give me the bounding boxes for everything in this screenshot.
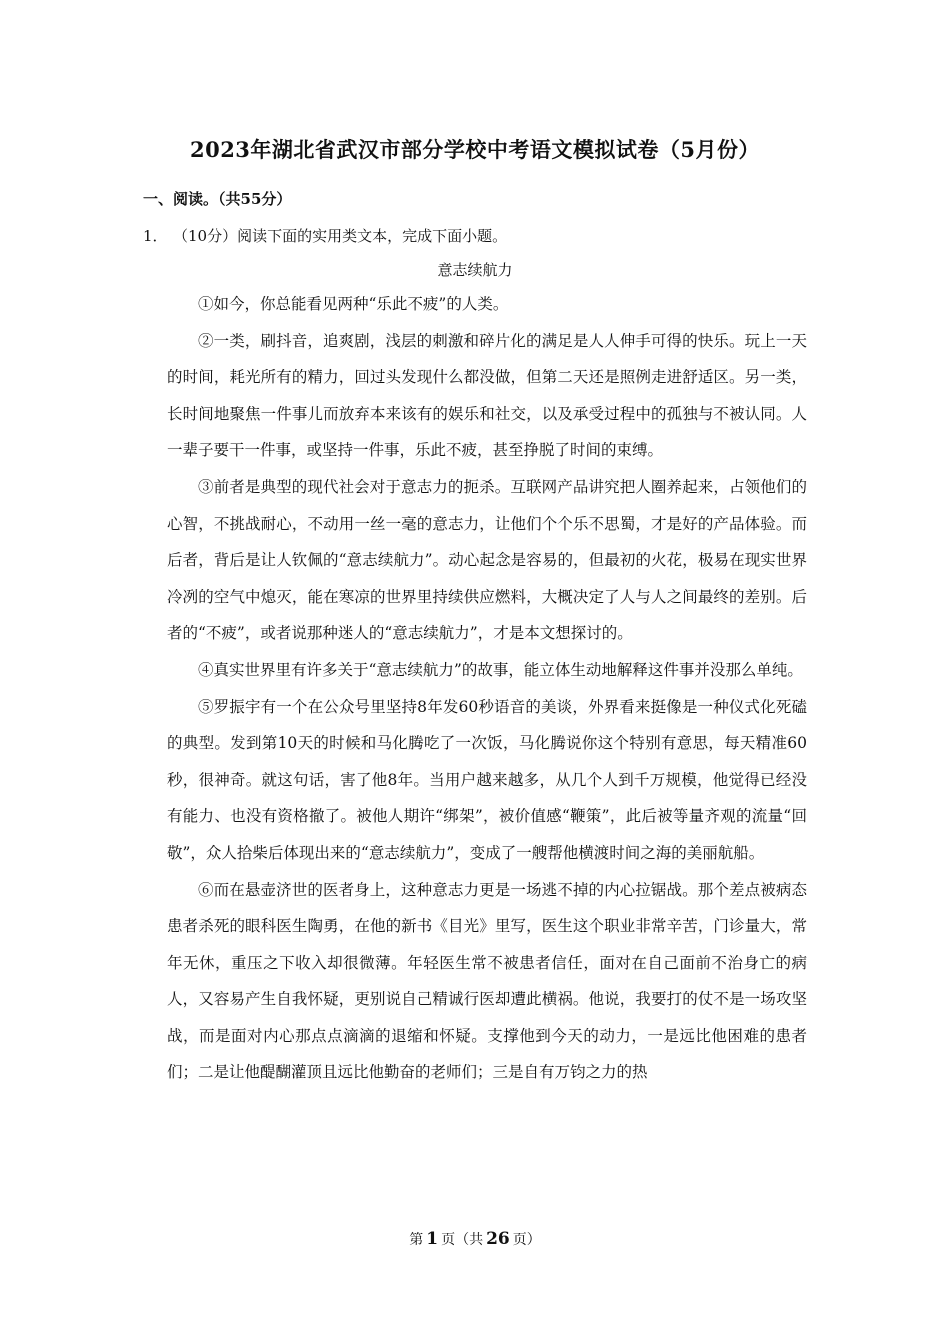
question-text: （10分）阅读下面的实用类文本，完成下面小题。: [173, 227, 508, 245]
footer-total-pages: 26: [486, 1229, 510, 1249]
paragraph-5: ⑤罗振宇有一个在公众号里坚持8年发60秒语音的美谈，外界看来挺像是一种仪式化死磕的典型。发到第10天的时候和马化腾吃了一次饭，马化腾说你这个特别有意思，每天精准60秒，很神奇。就这句话，害了他8年。当用户越来越多，从几个人到千万规模，他觉得已经没有能力、也没有资格撤了。被他人期许“绑架”，被价值感“鞭策”，此后被等量齐观的流量“回敬”，众人拾柴后体现出来的“意志续航力”，变成了一艘帮他横渡时间之海的美丽航船。: [167, 697, 807, 862]
article-title: 意志续航力: [437, 261, 513, 279]
paragraph-1: ①如今，你总能看见两种“乐此不疲”的人类。: [198, 295, 509, 313]
question-line: [143, 225, 507, 246]
question-number: 1．: [143, 227, 168, 245]
paragraph-6: ⑥而在悬壶济世的医者身上，这种意志力更是一场逃不掉的内心拉锯战。那个差点被病态患者杀死的眼科医生陶勇，在他的新书《目光》里写，医生这个职业非常辛苦，门诊量大，常年无休，重压之下收入却很微薄。年轻医生常不被患者信任，面对在自己面前不治身亡的病人，又容易产生自我怀疑，更别说自己精诚行医却遭此横祸。他说，我要打的仗不是一场攻坚战，而是面对内心那点点滴滴的退缩和怀疑。支撑他到今天的动力，一是远比他困难的患者们；二是让他醍醐灌顶且远比他勤奋的老师们；三是自有万钧之力的热: [167, 880, 807, 1082]
footer-page-number: 1: [426, 1229, 439, 1249]
paragraph-3: ③前者是典型的现代社会对于意志力的扼杀。互联网产品讲究把人圈养起来，占领他们的心智，不挑战耐心，不动用一丝一毫的意志力，让他们个个乐不思蜀，才是好的产品体验。而后者，背后是让人钦佩的“意志续航力”。动心起念是容易的，但最初的火花，极易在现实世界冷冽的空气中熄灭，能在寒凉的世界里持续供应燃料，大概决定了人与人之间最终的差别。后者的“不疲”，或者说那种迷人的“意志续航力”，才是本文想探讨的。: [167, 477, 807, 643]
footer-prefix: 第: [409, 1232, 424, 1248]
paragraph-4: ④真实世界里有许多关于“意志续航力”的故事，能立体生动地解释这件事并没那么单纯。: [198, 660, 803, 679]
page-footer: [0, 1229, 950, 1249]
section-heading: 一、阅读。（共55分）: [143, 190, 292, 208]
footer-suffix: 页）: [512, 1232, 541, 1248]
footer-middle: 页（共: [441, 1232, 484, 1248]
article-body: [167, 286, 807, 1091]
page-title: 2023年湖北省武汉市部分学校中考语文模拟试卷（5月份）: [189, 137, 761, 162]
paragraph-2: ②一类，刷抖音，追爽剧，浅层的刺激和碎片化的满足是人人伸手可得的快乐。玩上一天的时间，耗光所有的精力，回过头发现什么都没做，但第二天还是照例走进舒适区。另一类，长时间地聚焦一件事儿而放弃本来该有的娱乐和社交，以及承受过程中的孤独与不被认同。人一辈子要干一件事，或坚持一件事，乐此不疲，甚至挣脱了时间的束缚。: [167, 331, 807, 460]
